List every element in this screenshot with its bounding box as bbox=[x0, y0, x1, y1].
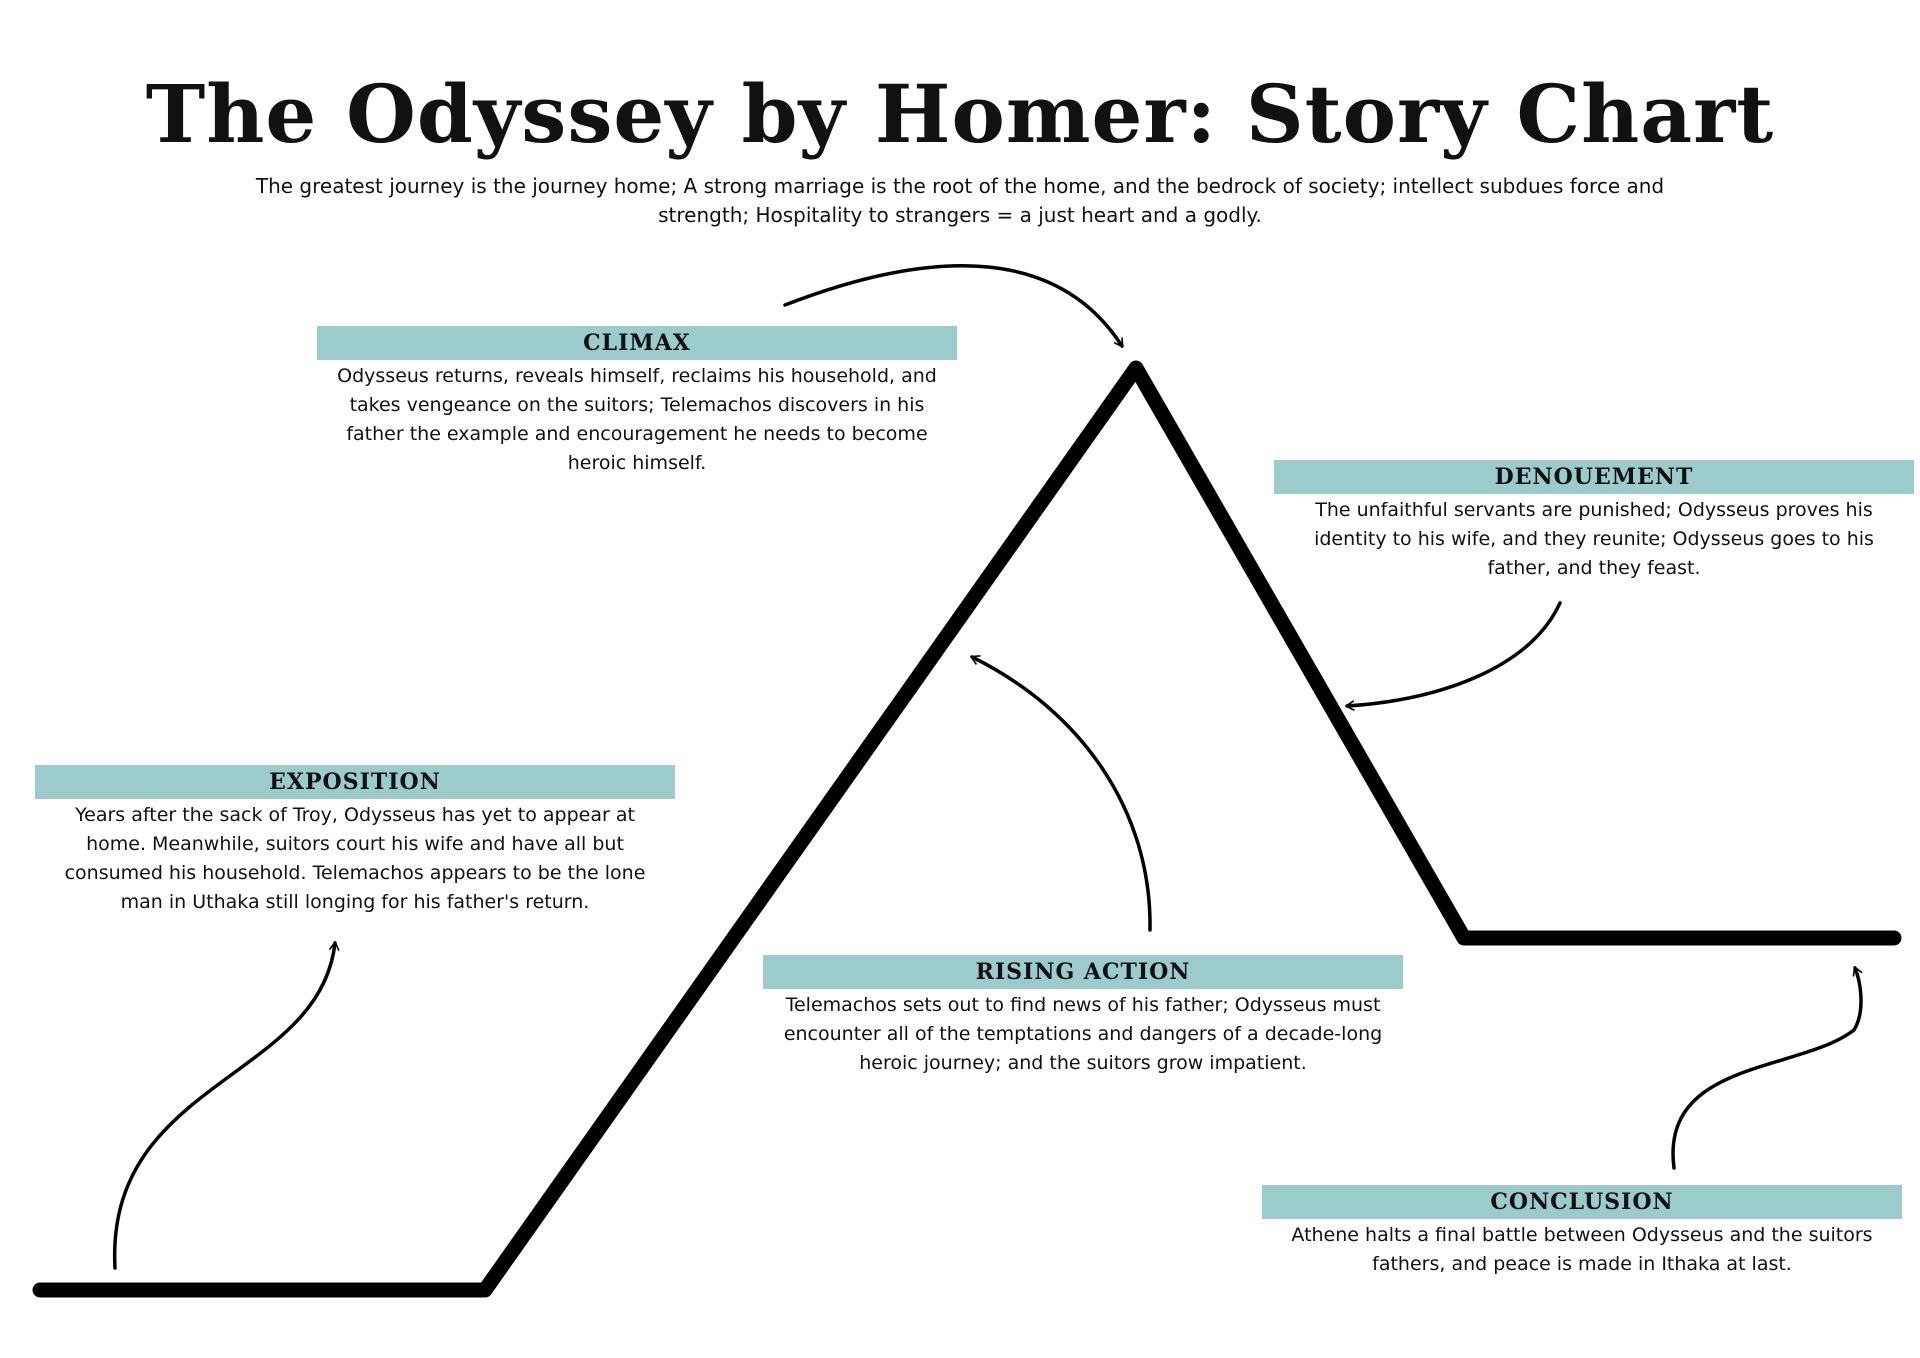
exposition-arrow bbox=[115, 943, 335, 1268]
climax-heading: CLIMAX bbox=[317, 326, 957, 360]
conclusion-arrow bbox=[1673, 968, 1861, 1168]
climax-text: Odysseus returns, reveals himself, reclaims his household, and takes vengeance on the suitors; Telemachos discovers in his father the example and encouragement he needs to become heroic himself. bbox=[337, 365, 937, 474]
exposition-heading: EXPOSITION bbox=[35, 765, 675, 799]
exposition-text: Years after the sack of Troy, Odysseus has yet to appear at home. Meanwhile, suitors court his wife and have all but consumed his household. Telemachos appears to be the lone man in Uthaka still longing for his father's return. bbox=[64, 804, 646, 913]
exposition-box bbox=[35, 765, 675, 917]
chart-subtitle: The greatest journey is the journey home; A strong marriage is the root of the home, and the bedrock of society; intellect subdues force and strength; Hospitality to strangers = a just heart and a godly. bbox=[255, 174, 1665, 227]
denouement-heading: DENOUEMENT bbox=[1274, 460, 1914, 494]
rising-action-text: Telemachos sets out to find news of his father; Odysseus must encounter all of the temptations and dangers of a decade-long heroic journey; and the suitors grow impatient. bbox=[783, 994, 1383, 1074]
denouement-box bbox=[1274, 460, 1914, 583]
climax-box bbox=[317, 326, 957, 478]
chart-title: The Odyssey by Homer: Story Chart bbox=[145, 67, 1775, 161]
conclusion-text: Athene halts a final battle between Odysseus and the suitors fathers, and peace is made in Ithaka at last. bbox=[1291, 1224, 1873, 1275]
rising-action-arrow bbox=[972, 657, 1150, 930]
rising-action-box bbox=[763, 955, 1403, 1078]
denouement-arrow bbox=[1347, 603, 1560, 706]
conclusion-heading: CONCLUSION bbox=[1262, 1185, 1902, 1219]
conclusion-box bbox=[1262, 1185, 1902, 1279]
denouement-text: The unfaithful servants are punished; Odysseus proves his identity to his wife, and they reunite; Odysseus goes to his father, and they feast. bbox=[1314, 499, 1874, 579]
rising-action-heading: RISING ACTION bbox=[763, 955, 1403, 989]
